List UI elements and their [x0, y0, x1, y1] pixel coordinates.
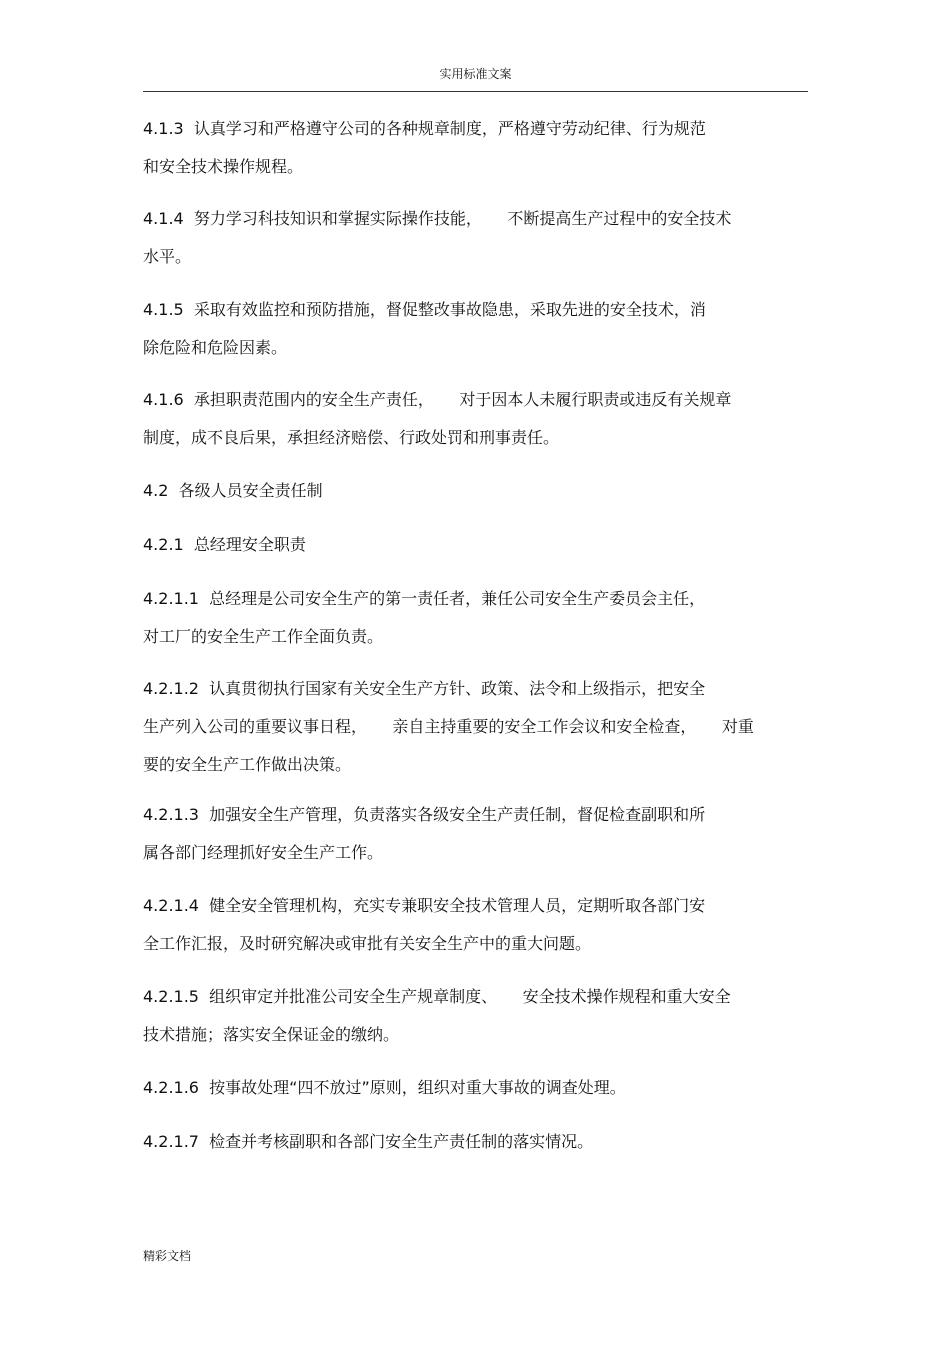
text-line: 4.1.4 努力学习科技知识和掌握实际操作技能， 不断提高生产过程中的安全技术	[143, 209, 732, 228]
text-line: 4.1.6 承担职责范围内的安全生产责任， 对于因本人未履行职责或违反有关规章	[143, 390, 732, 409]
paragraph-4-2-1-1	[143, 580, 808, 656]
paragraph-4-1-5	[143, 291, 808, 367]
text-line: 4.1.5 采取有效监控和预防措施，督促整改事故隐患，采取先进的安全技术，消	[143, 300, 706, 319]
text-line: 4.2.1.5 组织审定并批准公司安全生产规章制度、 安全技术操作规程和重大安全	[143, 987, 731, 1006]
page-header: 实用标准文案	[439, 67, 512, 81]
section-heading-4-2	[143, 472, 808, 510]
text-line: 除危险和危险因素。	[143, 338, 288, 357]
text-line: 4.2 各级人员安全责任制	[143, 481, 323, 500]
page-footer: 精彩文档	[143, 1249, 192, 1263]
text-line: 要的安全生产工作做出决策。	[143, 755, 352, 774]
text-line: 水平。	[143, 247, 192, 266]
text-line: 4.2.1 总经理安全职责	[143, 535, 306, 554]
paragraph-4-2-1-6	[143, 1069, 808, 1107]
text-line: 4.2.1.4 健全安全管理机构，充实专兼职安全技术管理人员，定期听取各部门安	[143, 896, 706, 915]
text-line: 属各部门经理抓好安全生产工作。	[143, 843, 384, 862]
text-line: 4.2.1.3 加强安全生产管理，负责落实各级安全生产责任制，督促检查副职和所	[143, 805, 706, 824]
paragraph-4-1-3	[143, 110, 808, 186]
text-line: 4.2.1.2 认真贯彻执行国家有关安全生产方针、政策、法令和上级指示，把安全	[143, 679, 706, 698]
text-line: 生产列入公司的重要议事日程， 亲自主持重要的安全工作会议和安全检查， 对重	[143, 717, 754, 736]
text-line: 4.1.3 认真学习和严格遵守公司的各种规章制度，严格遵守劳动纪律、行为规范	[143, 119, 706, 138]
text-line: 对工厂的安全生产工作全面负责。	[143, 627, 384, 646]
text-line: 技术措施；落实安全保证金的缴纳。	[143, 1025, 400, 1044]
text-line: 4.2.1.7 检查并考核副职和各部门安全生产责任制的落实情况。	[143, 1132, 594, 1151]
paragraph-4-1-6	[143, 381, 808, 457]
paragraph-4-2-1-5	[143, 978, 808, 1054]
paragraph-4-2-1-7	[143, 1123, 808, 1161]
paragraph-4-2-1-4	[143, 887, 808, 963]
paragraph-4-2-1-3	[143, 796, 808, 872]
text-line: 制度，成不良后果，承担经济赔偿、行政处罚和刑事责任。	[143, 428, 560, 447]
text-line: 和安全技术操作规程。	[143, 157, 304, 176]
text-line: 全工作汇报，及时研究解决或审批有关安全生产中的重大问题。	[143, 934, 592, 953]
paragraph-4-1-4	[143, 200, 808, 276]
text-line: 4.2.1.6 按事故处理“四不放过”原则，组织对重大事故的调查处理。	[143, 1078, 626, 1097]
paragraph-4-2-1-2	[143, 670, 808, 784]
section-heading-4-2-1	[143, 526, 808, 564]
text-line: 4.2.1.1 总经理是公司安全生产的第一责任者，兼任公司安全生产委员会主任，	[143, 589, 706, 608]
header-divider	[143, 91, 808, 92]
